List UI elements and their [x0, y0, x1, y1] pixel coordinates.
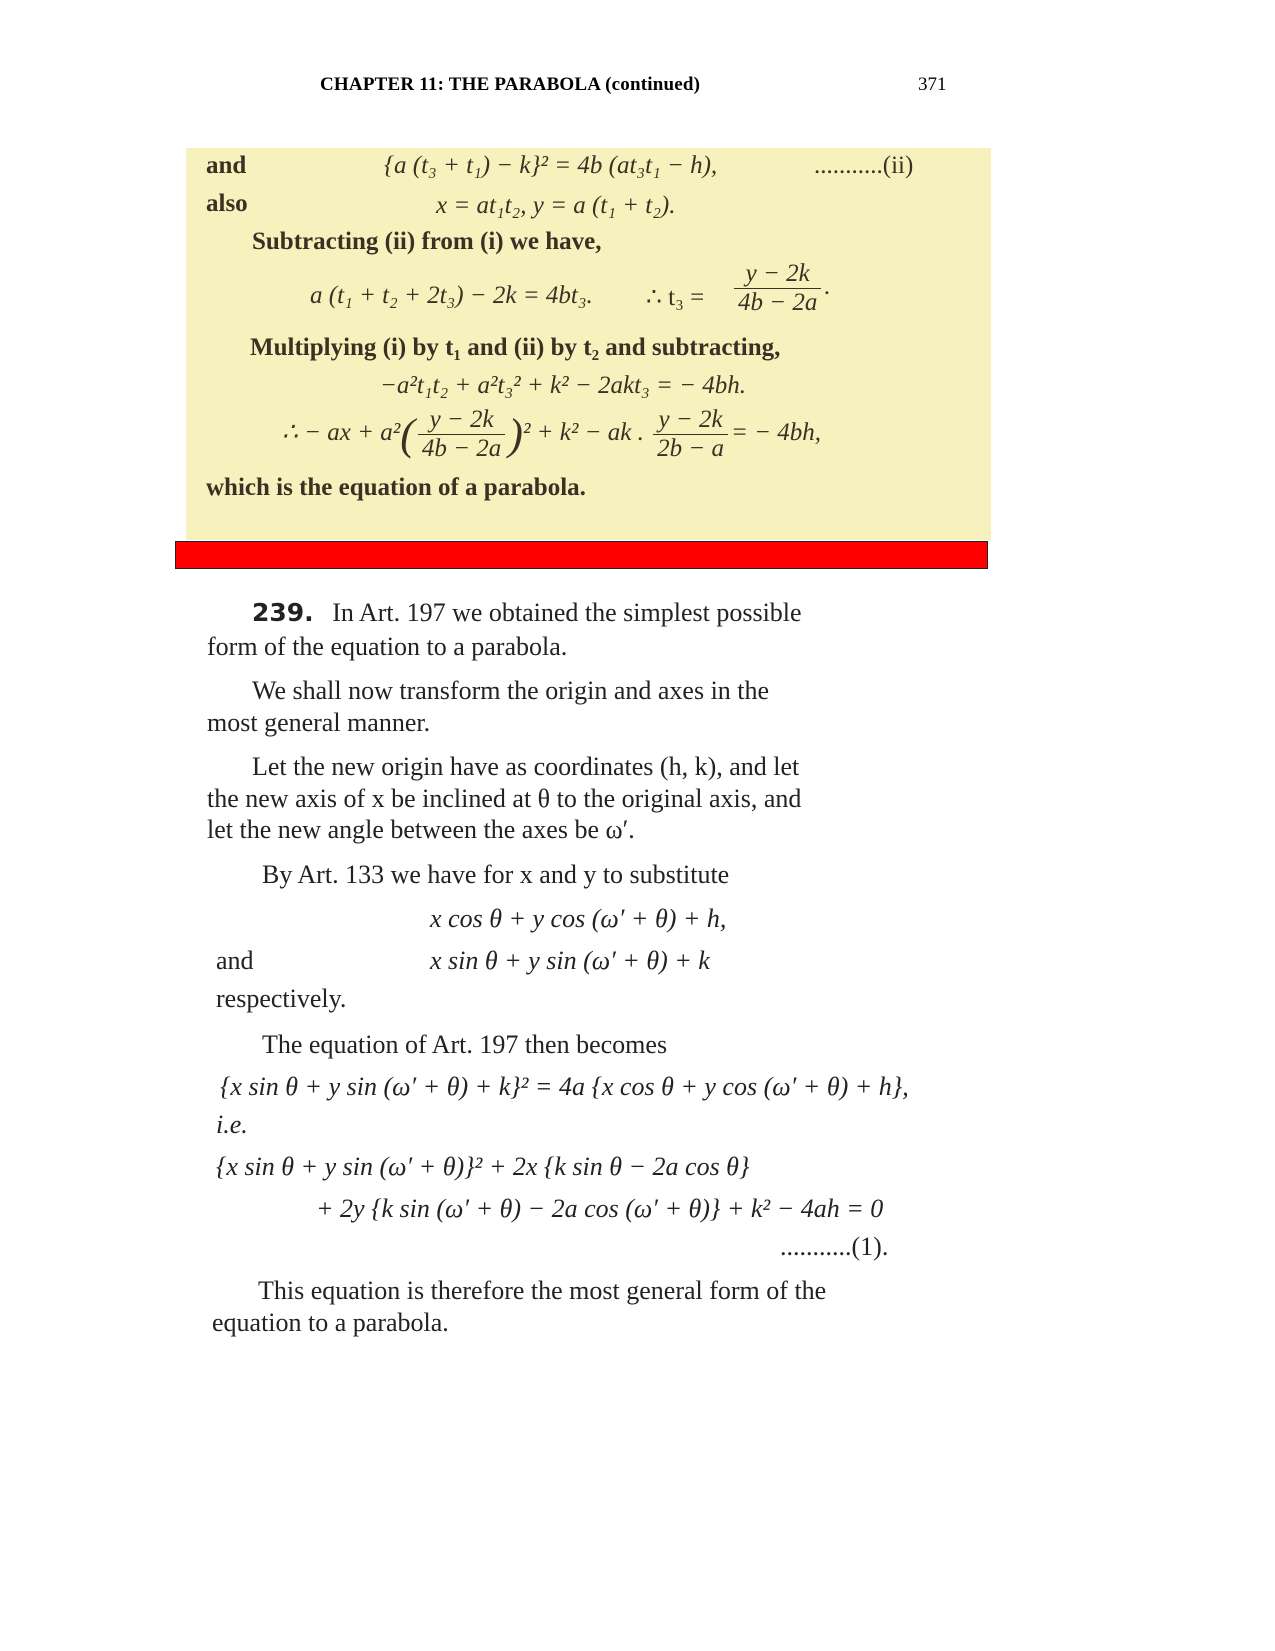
panel-equation-xy: x = at₁t₂, y = a (t₁ + t₂).	[436, 192, 676, 219]
panel-fraction-t3-numerator: y − 2k	[734, 260, 821, 289]
paragraph-2-line-1: We shall now transform the origin and axes in the	[252, 676, 770, 705]
general-equation-line-1: {x sin θ + y sin (ω′ + θ)}² + 2x {k sin θ − 2a cos θ}	[216, 1152, 750, 1181]
substitution-and: and	[216, 946, 254, 975]
panel-equation-expanded: −a²t₁t₂ + a²t₃² + k² − 2akt₃ = − 4bh.	[380, 372, 746, 399]
paragraph-3-line-2: the new axis of x be inclined at θ to the original axis, and	[207, 784, 802, 813]
paragraph-3-line-1: Let the new origin have as coordinates (h, k), and let	[252, 752, 800, 781]
panel-fraction-a-denominator: 4b − 2a	[421, 435, 502, 462]
paragraph-5: The equation of Art. 197 then becomes	[262, 1030, 668, 1059]
panel-parabola-lead: ∴ − ax + a²	[282, 419, 401, 447]
panel-fraction-b-denominator: 2b − a	[657, 435, 724, 462]
equation-tag-1: ...........(1).	[780, 1232, 889, 1261]
conclusion-line-1: This equation is therefore the most general form of the	[258, 1276, 827, 1305]
redaction-bar	[175, 541, 988, 569]
article-number: 239.	[252, 598, 314, 627]
conclusion-line-2: equation to a parabola.	[212, 1308, 449, 1337]
panel-parabola-equation: ∴ − ax + a²( $\frac{y - 2k}{4b - 2a}$ )² + k² − ak . $\frac{y - 2k}{2b - a}$ = − 4bh,	[282, 406, 821, 462]
panel-fraction-t3-denominator: 4b − 2a	[738, 289, 818, 316]
substitution-x: x cos θ + y cos (ω′ + θ) + h,	[430, 904, 727, 933]
substitution-y: x sin θ + y sin (ω′ + θ) + k	[430, 946, 710, 975]
respectively-text: respectively.	[216, 984, 347, 1013]
paragraph-3-line-3: let the new angle between the axes be ω′.	[207, 815, 635, 844]
transformed-equation: {x sin θ + y sin (ω′ + θ) + k}² = 4a {x cos θ + y cos (ω′ + θ) + h},	[220, 1072, 909, 1101]
panel-fraction-b-numerator: y − 2k	[653, 406, 728, 435]
panel-fraction-a-numerator: y − 2k	[418, 406, 505, 435]
article-line-1	[252, 598, 802, 628]
ie-label: i.e.	[216, 1110, 248, 1139]
scanned-excerpt-panel	[186, 148, 991, 540]
panel-conclusion-line: which is the equation of a parabola.	[206, 474, 586, 501]
panel-equation-tag: ...........(ii)	[814, 152, 914, 179]
panel-parabola-middle: ² + k² − ak .	[522, 419, 644, 447]
panel-multiplying-line: Multiplying (i) by t₁ and (ii) by t₂ and subtracting,	[250, 334, 781, 361]
panel-word-also: also	[206, 190, 248, 217]
panel-word-and: and	[206, 152, 247, 179]
article-line-2: form of the equation to a parabola.	[207, 632, 568, 661]
paragraph-2-line-2: most general manner.	[207, 708, 431, 737]
panel-equation-ii: {a (t₃ + t₁) − k}² = 4b (at₃t₁ − h),	[384, 152, 718, 179]
panel-fraction-t3: $\frac{y - 2k}{4b - 2a}$ .	[731, 260, 831, 317]
panel-parabola-tail: = − 4bh,	[731, 419, 821, 447]
panel-subtracting-line: Subtracting (ii) from (i) we have,	[252, 228, 602, 255]
panel-therefore-t3: ∴ t₃ =	[646, 284, 705, 311]
panel-equation-t3-left: a (t₁ + t₂ + 2t₃) − 2k = 4bt₃.	[310, 282, 593, 309]
paragraph-4: By Art. 133 we have for x and y to substitute	[262, 860, 730, 889]
page-number: 371	[918, 74, 947, 95]
chapter-heading: CHAPTER 11: THE PARABOLA (continued)	[320, 74, 701, 95]
general-equation-line-2: + 2y {k sin (ω′ + θ) − 2a cos (ω′ + θ)} + k² − 4ah = 0	[316, 1194, 884, 1223]
article-intro: In Art. 197 we obtained the simplest possible	[332, 598, 802, 627]
